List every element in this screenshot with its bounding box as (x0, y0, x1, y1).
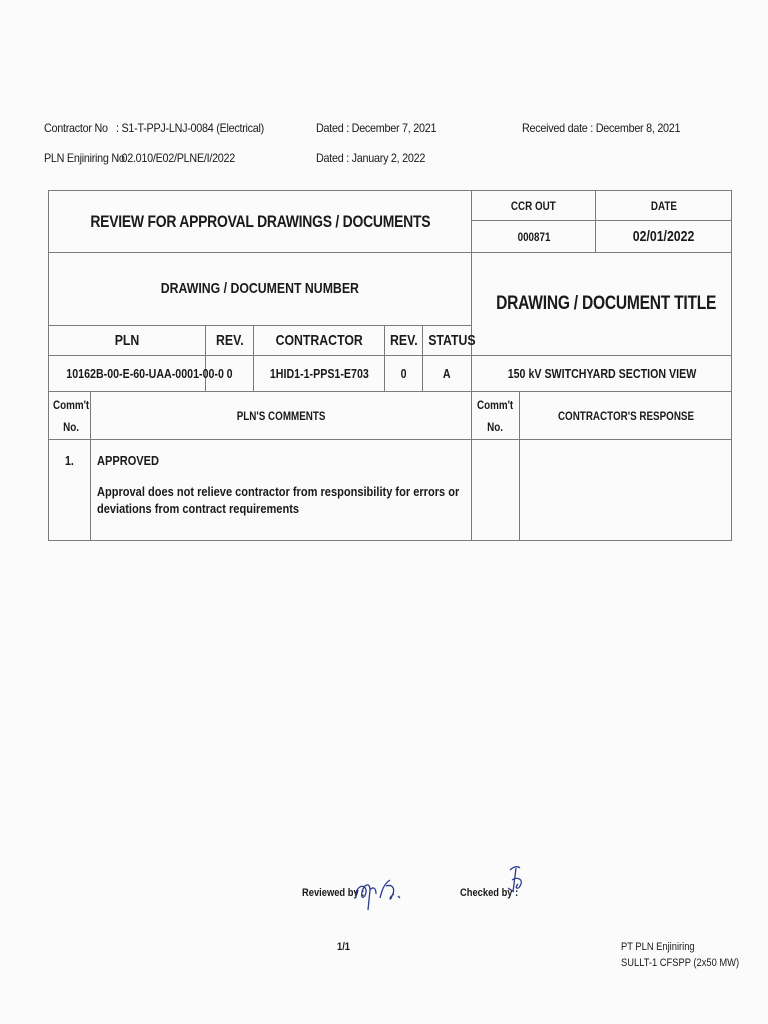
col-contractor-cell (254, 326, 385, 356)
form-title: REVIEW FOR APPROVAL DRAWINGS / DOCUMENTS (90, 211, 430, 231)
col-rev2-cell (385, 326, 423, 356)
col-pln-cell (49, 326, 206, 356)
contractor-no-label: Contractor No (44, 121, 108, 135)
comm-no-label-1: Comm't (52, 397, 90, 412)
ccr-out-label-cell (472, 191, 596, 221)
footer-project: SULLT-1 CFSPP (2x50 MW) (621, 957, 740, 969)
response-no-cell (472, 440, 520, 541)
pln-comments-label: PLN'S COMMENTS (236, 408, 326, 423)
rev2-cell (385, 356, 423, 392)
title-heading-cell (472, 253, 732, 356)
col-status-cell (423, 326, 476, 356)
col-rev1: REV. (215, 331, 244, 349)
review-form-table (48, 190, 732, 541)
col-rev2: REV. (389, 331, 418, 349)
contractor-response-header-cell (520, 392, 732, 440)
doc-title-cell (472, 356, 732, 392)
comment-body-cell (91, 440, 472, 541)
comment-text: Approval does not relieve contractor from responsibility for errors or deviations from contract requirements (97, 484, 460, 516)
dated-first: Dated : December 7, 2021 (316, 121, 437, 135)
pln-no-value: : 02.010/E02/PLNE/I/2022 (116, 151, 236, 165)
dated-second: Dated : January 2, 2022 (316, 151, 426, 165)
comm-no-header-cell-2 (472, 392, 520, 440)
pln-comments-header-cell (91, 392, 472, 440)
rev2-value: 0 (400, 365, 407, 381)
ccr-out-value-cell (472, 221, 596, 253)
response-body-cell (520, 440, 732, 541)
comment-title: APPROVED (97, 453, 160, 468)
pln-no-label: PLN Enjiniring No (44, 151, 125, 165)
date-value: 02/01/2022 (632, 227, 695, 245)
pln-number: 10162B-00-E-60-UAA-0001-00-0 (66, 365, 224, 381)
rev1-value: 0 (226, 365, 233, 381)
checker-signature (504, 862, 530, 902)
title-heading: DRAWING / DOCUMENT TITLE (496, 293, 717, 314)
status-cell (423, 356, 472, 392)
contractor-response-label: CONTRACTOR'S RESPONSE (557, 408, 694, 423)
date-value-cell (596, 221, 732, 253)
reviewed-by-label: Reviewed by : (302, 887, 365, 899)
comment-no: 1. (65, 453, 74, 468)
comment-no-cell (49, 440, 91, 541)
contractor-number-cell (254, 356, 385, 392)
number-heading: DRAWING / DOCUMENT NUMBER (160, 280, 360, 297)
comm-no-header-cell (49, 392, 91, 440)
contractor-number: 1HID1-1-PPS1-E703 (269, 365, 369, 381)
form-title-cell (49, 191, 472, 253)
col-pln: PLN (114, 331, 140, 349)
checked-by-label: Checked by : (460, 887, 519, 899)
doc-title: 150 kV SWITCHYARD SECTION VIEW (507, 365, 696, 381)
reviewer-signature (350, 868, 406, 914)
footer-company: PT PLN Enjiniring (621, 941, 695, 953)
date-label-cell (596, 191, 732, 221)
status-value: A (443, 365, 451, 381)
comm-no-label-2b: No. (487, 419, 504, 434)
col-status: STATUS (428, 331, 476, 349)
contractor-no-value: : S1-T-PPJ-LNJ-0084 (Electrical) (116, 121, 265, 135)
ccr-out-value: 000871 (517, 229, 550, 244)
comm-no-label-1b: Comm't (477, 397, 514, 412)
pln-number-cell (49, 356, 224, 392)
received-date: Received date : December 8, 2021 (522, 121, 681, 135)
number-heading-cell (49, 253, 472, 326)
page-number: 1/1 (337, 941, 351, 953)
ccr-out-label: CCR OUT (511, 198, 556, 213)
col-rev1-cell (206, 326, 254, 356)
comm-no-label-2: No. (63, 419, 80, 434)
date-label: DATE (650, 198, 677, 213)
col-contractor: CONTRACTOR (275, 331, 363, 349)
